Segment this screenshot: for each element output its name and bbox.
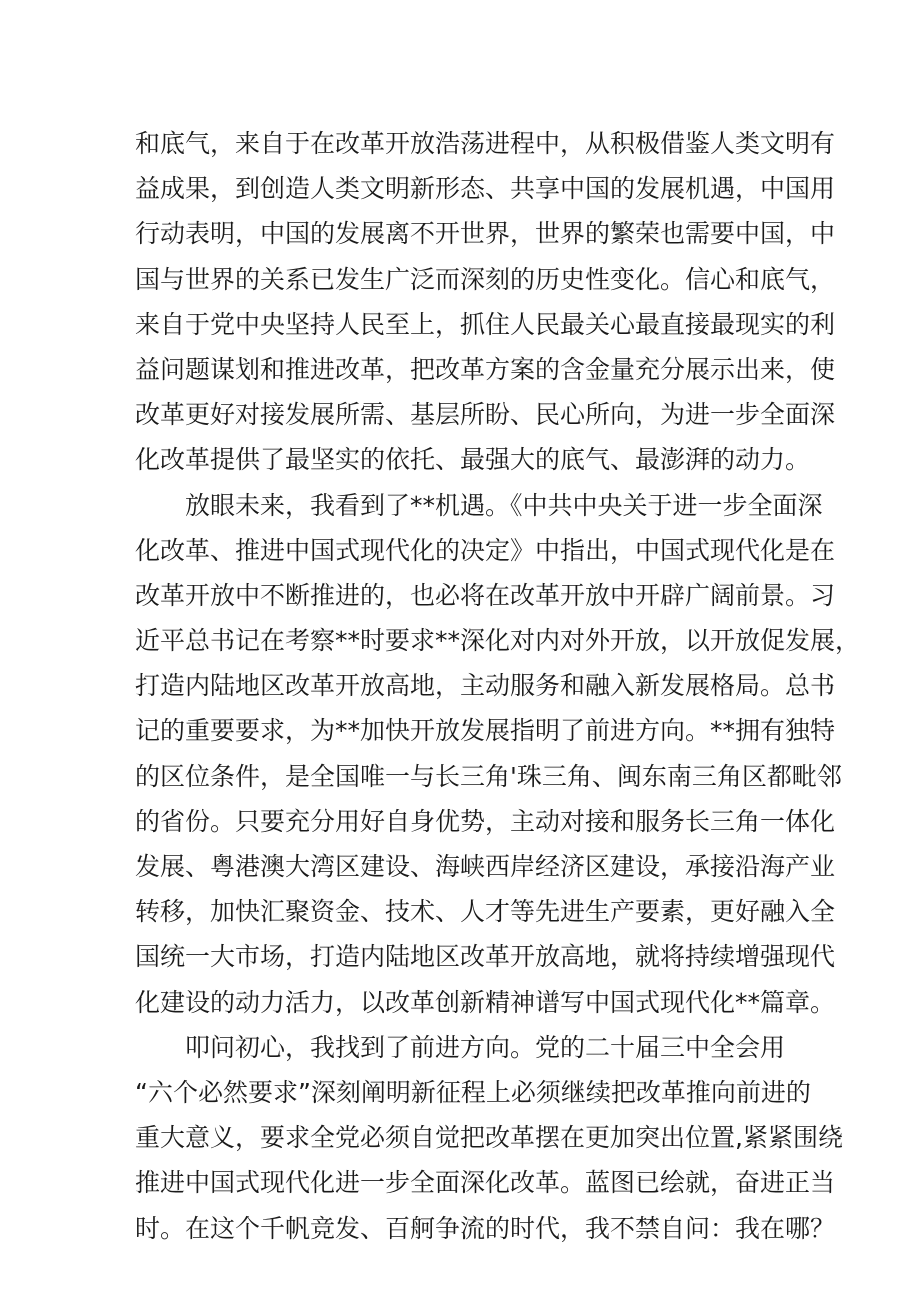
paragraph-line: 和底气，来自于在改革开放浩荡进程中，从积极借鉴人类文明有 [135,129,836,158]
paragraph-line: 打造内陆地区改革开放高地，主动服务和融入新发展格局。总书 [135,671,836,701]
body-text [135,121,861,1251]
paragraph-line: 行动表明，中国的发展离不开世界，世界的繁荣也需要中国，中 [135,219,836,249]
paragraph-line: 来自于党中央坚持人民至上，抓住人民最关心最直接最现实的利 [135,309,836,339]
paragraph-line: 记的重要要求，为**加快开放发展指明了前进方向。**拥有独特 [135,716,836,746]
paragraph-line: 改革开放中不断推进的，也必将在改革开放中开辟广阔前景。习 [135,580,836,610]
paragraph-line: 推进中国式现代化进一步全面深化改革。蓝图已绘就，奋进正当 [135,1168,836,1198]
paragraph-line: 国统一大市场，打造内陆地区改革开放高地，就将持续增强现代 [135,942,836,972]
paragraph-line: 近平总书记在考察**时要求**深化对内对外开放，以开放促发展， [135,626,861,656]
paragraph-line: 化改革提供了最坚实的依托、最强大的底气、最澎湃的动力。 [135,445,811,475]
paragraph-line: 益问题谋划和推进改革，把改革方案的含金量充分展示出来，使 [135,354,836,384]
paragraph-2 [135,483,861,1025]
paragraph-line: 发展、粤港澳大湾区建设、海峡西岸经济区建设，承接沿海产业 [135,852,836,881]
paragraph-line: 转移，加快汇聚资金、技术、人才等先进生产要素，更好融入全 [135,897,836,927]
paragraph-line: “六个必然要求”深刻阐明新征程上必须继续把改革推向前进的 [135,1077,811,1107]
paragraph-line: 化改革、推进中国式现代化的决定》中指出，中国式现代化是在 [135,535,836,565]
paragraph-line: 的省份。只要充分用好自身优势，主动对接和服务长三角一体化 [135,806,836,836]
paragraph-line: 化建设的动力活力，以改革创新精神谱写中国式现代化**篇章。 [135,987,836,1017]
paragraph-3 [135,1025,843,1251]
paragraph-line: 时。在这个千帆竞发、百舸争流的时代，我不禁自问：我在哪？ [135,1213,836,1243]
paragraph-1 [135,121,836,483]
paragraph-line: 改革更好对接发展所需、基层所盼、民心所向，为进一步全面深 [135,400,836,430]
paragraph-line: 重大意义，要求全党必须自觉把改革摆在更加突出位置,紧紧围绕 [135,1123,843,1153]
paragraph-line: 叩问初心，我找到了前进方向。党的二十届三中全会用 [185,1032,786,1062]
paragraph-line: 的区位条件，是全国唯一与长三角'珠三角、闽东南三角区都毗邻 [135,761,842,791]
paragraph-line: 益成果，到创造人类文明新形态、共享中国的发展机遇，中国用 [135,174,836,204]
paragraph-line: 国与世界的关系已发生广泛而深刻的历史性变化。信心和底气， [135,264,836,294]
paragraph-line: 放眼未来，我看到了**机遇。《中共中央关于进一步全面深 [185,490,823,520]
